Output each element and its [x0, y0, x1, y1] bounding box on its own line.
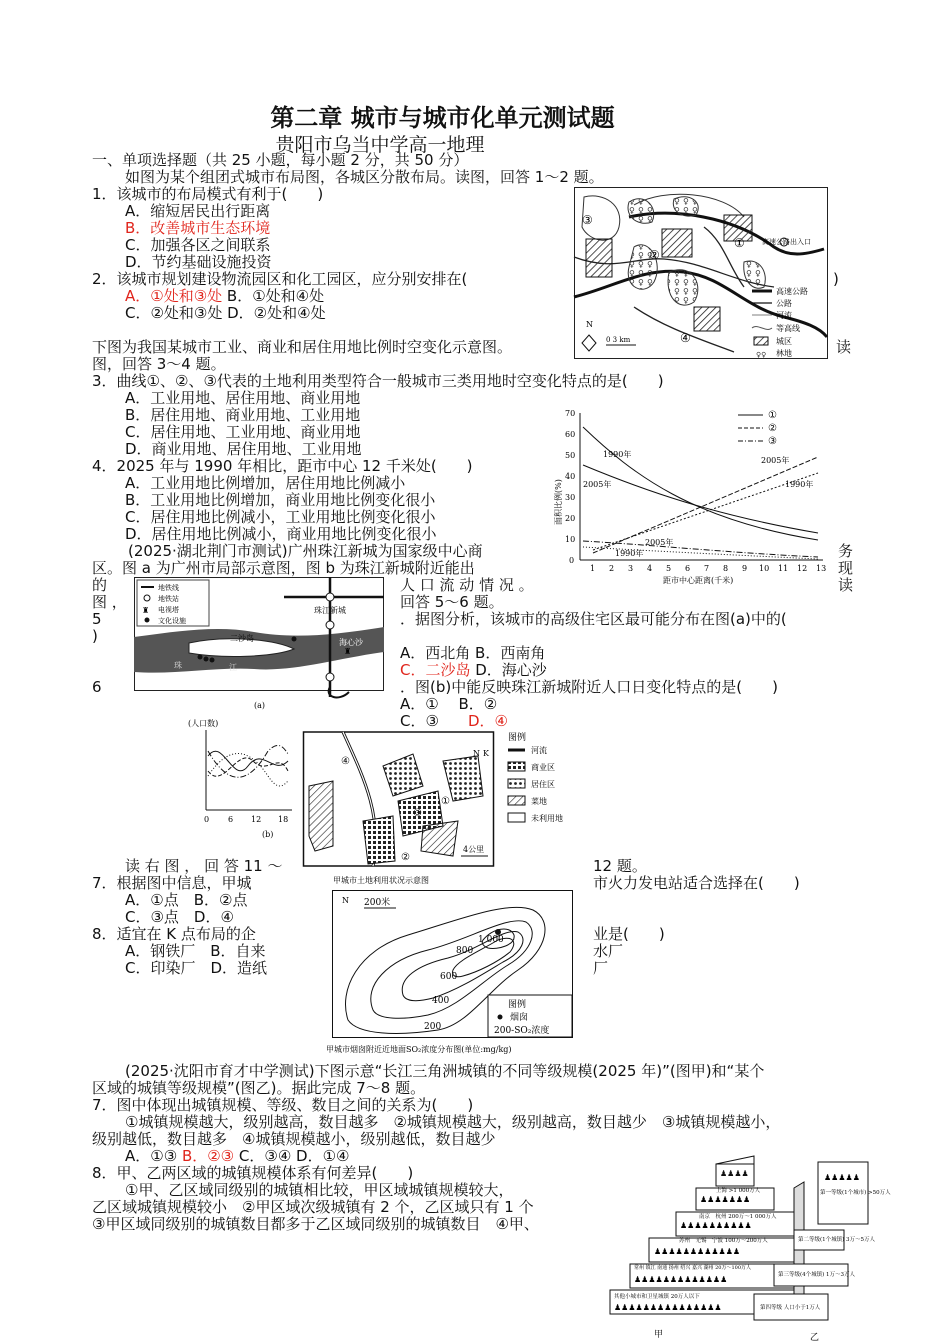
svg-text:♜: ♜ — [142, 606, 150, 615]
x-tick: 12 — [251, 815, 262, 824]
legend-river: 河流 — [531, 746, 547, 755]
figure-caption: (a) — [254, 701, 266, 710]
map-label-2: ② — [649, 248, 660, 262]
scale-label: 0 3 km — [606, 336, 631, 344]
section-heading: 一、单项选择题（共 25 小题，每小题 2 分，共 50 分） — [92, 151, 469, 169]
x-tick: 6 — [228, 815, 234, 824]
x-tick: 0 — [204, 815, 210, 824]
intro-text: 如图为某个组团式城市布局图，各城区分散布局。读图，回答 1～2 题。 — [125, 168, 604, 186]
legend-commercial: 商业区 — [531, 763, 555, 772]
svg-text:♟♟♟♟♟♟♟: ♟♟♟♟♟♟♟ — [700, 1195, 751, 1204]
legend-urban: 城区 — [776, 337, 792, 346]
option-cd: C．②处和③处 D．②处和④处 — [125, 304, 326, 322]
svg-text:♟♟♟♟: ♟♟♟♟ — [720, 1169, 749, 1178]
question-stem: 7．图中体现出城镇规模、等级、数目之间的关系为( ) — [92, 1096, 474, 1114]
option-ab — [125, 288, 324, 305]
page-subtitle: 贵阳市乌当中学高一地理 — [275, 134, 485, 156]
contour-800: 800 — [456, 946, 474, 956]
x-ticks — [590, 564, 826, 573]
y-axis-label: 面积比例(%) — [554, 479, 563, 525]
intro-text: (2025·沈阳市育才中学测试)下图示意“长江三角洲城镇的不同等级规模(2025 年)”(图甲)和“某个 — [125, 1062, 765, 1080]
k-point-label: K — [483, 749, 489, 758]
flow-curve-2 — [208, 758, 288, 776]
intro-text: 图，回答 3～4 题。 — [92, 355, 226, 373]
guangzhou-map — [134, 577, 384, 712]
year-label: 1990年 — [615, 549, 644, 558]
town-hierarchy-figure — [604, 1152, 891, 1344]
contour-600: 600 — [440, 972, 458, 982]
figure-caption-jia: 甲 — [654, 1330, 664, 1340]
yi-level-2-label: 第二等级(1个城镇) 3万～5万人 — [798, 1237, 876, 1243]
yi-level-4-label: 第四等级 人口小于1万人 — [760, 1305, 821, 1311]
question-stem: 业是( ) — [593, 925, 665, 943]
y-tick: 70 — [565, 409, 576, 418]
intro-text-tail: 读 — [836, 338, 852, 356]
label-river-zhu: 珠 — [174, 661, 182, 670]
x-tick: 5 — [666, 564, 672, 573]
option-d-answer: D．④ — [468, 712, 508, 730]
year-label: 1990年 — [785, 480, 814, 489]
year-label: 2005年 — [583, 480, 612, 489]
intro-text: 区。图 a 为广州市局部示意图，图 b 为珠江新城附近能出 — [92, 559, 475, 577]
map-label-4: ④ — [680, 331, 691, 345]
y-tick: 40 — [565, 472, 576, 481]
option-b-answer: B．②③ — [181, 1147, 235, 1165]
svg-text:♟♟♟♟♟♟♟♟♟♟♟♟♟♟♟: ♟♟♟♟♟♟♟♟♟♟♟♟♟♟♟ — [614, 1303, 722, 1312]
question-stem: 4．2025 年与 1990 年相比，距市中心 12 千米处( ) — [92, 457, 473, 475]
option-c: C．③ — [400, 712, 439, 730]
option-a-answer: A．①处和③处 — [125, 287, 223, 305]
option-a: A．缩短居民出行距离 — [125, 202, 271, 220]
svg-text:♟♟♟♟♟♟♟♟♟♟♟♟: ♟♟♟♟♟♟♟♟♟♟♟♟ — [654, 1247, 741, 1256]
figure-caption: (b) — [262, 830, 274, 839]
legend-curve-2: ② — [768, 423, 777, 434]
legend-title: 图例 — [508, 733, 527, 743]
legend-curve-1: ① — [768, 410, 777, 421]
y-tick: 30 — [565, 493, 576, 502]
year-label: 2005年 — [645, 538, 674, 547]
intro-text-tail: 读 — [838, 576, 854, 594]
y-tick: 0 — [569, 556, 575, 565]
option-cd: C．③④ D．①④ — [238, 1147, 350, 1165]
x-tick: 9 — [742, 564, 748, 573]
map-label-2: ② — [401, 852, 410, 863]
y-tick: 20 — [565, 514, 576, 523]
map-label-4: ④ — [341, 756, 350, 767]
statement-text: ①甲、乙区域同级别的城镇相比较，甲区域城镇规模较大， — [125, 1181, 514, 1199]
question-stem: 1．该城市的布局模式有利于( ) — [92, 185, 324, 203]
legend-metro-station: 地铁站 — [158, 595, 179, 603]
option-a: A．工业用地、居住用地、商业用地 — [125, 389, 361, 407]
north-label: N — [342, 896, 349, 905]
so2-concentration-map — [318, 890, 590, 1057]
option-d: D．节约基础设施投资 — [125, 253, 272, 271]
curve-1-2005 — [583, 465, 818, 533]
intro-text: 12 题。 — [593, 857, 647, 875]
svg-text:♜: ♜ — [344, 647, 352, 656]
x-tick: 10 — [759, 564, 770, 573]
legend-metro-line: 地铁线 — [158, 584, 179, 592]
figure-caption: 甲城市烟囱附近近地面SO₂浓度分布图(单位:mg/kg) — [326, 1045, 512, 1054]
x-tick: 7 — [704, 564, 710, 573]
scale-label: 4公里 — [463, 845, 485, 854]
y-tick: 10 — [565, 535, 576, 544]
intro-text-tail: 现 — [838, 559, 854, 577]
option-d: D．居住用地比例减小，商业用地比例变化很小 — [125, 525, 437, 543]
legend-chimney: 烟囱 — [510, 1013, 529, 1023]
legend-contour: 等高线 — [776, 324, 800, 333]
question-stem: 3．曲线①、②、③代表的土地利用类型符合一般城市三类用地时空变化特点的是( ) — [92, 372, 664, 390]
x-tick: 6 — [685, 564, 691, 573]
map-label-3: ③ — [413, 808, 422, 819]
legend-curve-3: ③ — [768, 436, 777, 447]
y-tick: 60 — [565, 430, 576, 439]
flow-curve-3 — [208, 754, 288, 787]
y-axis-label: (人口数) — [188, 719, 219, 728]
intro-text: 图 ， — [92, 593, 127, 611]
option-b: B．①处和④处 — [222, 287, 325, 305]
level-3-label: 苏州 无锡 宁波 100万～200万人 — [679, 1238, 768, 1244]
yi-level-3-label: 第三等级(4个城镇) 1万～3万人 — [778, 1272, 856, 1278]
label-river-jiang: 江 — [229, 663, 237, 672]
intro-text: 区域的城镇等级规模”(图乙)。据此完成 7～8 题。 — [92, 1079, 426, 1097]
population-flow-chart — [188, 716, 293, 841]
scale-label: 200米 — [364, 898, 391, 908]
x-axis-label: 距市中心距离(千米) — [663, 576, 734, 585]
svg-text:♀♀: ♀♀ — [756, 351, 767, 359]
statement-text: ①城镇规模越大，级别越高，数目越多 ②城镇规模越大，级别越高，数目越少 ③城镇规模越小， — [125, 1113, 781, 1131]
legend-vegetable: 菜地 — [531, 797, 547, 806]
map-label-1: ① — [734, 236, 745, 250]
option-a: A．工业用地比例增加，居住用地比例减小 — [125, 474, 406, 492]
intro-text: 读 右 图 ， 回 答 11 ～ — [125, 857, 283, 875]
level-1-label: 上海 >1 000万人 — [716, 1188, 761, 1194]
label-zhujiang-newtown: 珠江新城 — [314, 606, 346, 615]
option-ab: A．钢铁厂 B．自来 — [125, 942, 266, 960]
city-land-use-map — [303, 726, 593, 888]
x-tick: 18 — [278, 815, 289, 824]
svg-text:♟♟♟♟♟♟♟♟♟♟: ♟♟♟♟♟♟♟♟♟♟ — [680, 1221, 752, 1230]
x-tick: 12 — [797, 564, 808, 573]
question-stem: 7．根据图中信息，甲城 — [92, 874, 252, 892]
intro-text: 人 口 流 动 情 况 。 — [400, 576, 534, 594]
legend-title: 图例 — [508, 1000, 527, 1010]
intro-text-tail: 务 — [838, 542, 854, 560]
legend-expressway: 高速公路 — [776, 287, 808, 296]
map-label-3: ③ — [582, 213, 593, 227]
curve-2-2005 — [593, 457, 818, 553]
legend-river: 河流 — [776, 311, 792, 320]
intro-text: (2025·湖北荆门市测试)广州珠江新城为国家级中心商 — [128, 542, 483, 560]
option-d: D．商业用地、居住用地、工业用地 — [125, 440, 362, 458]
intro-text: 回答 5～6 题。 — [400, 593, 504, 611]
y-ticks — [565, 409, 575, 565]
label-ersha-island: 二沙岛 — [230, 634, 254, 643]
year-label: 1990年 — [603, 450, 632, 459]
year-label: 2005年 — [761, 456, 790, 465]
x-tick: 1 — [590, 564, 596, 573]
option-c-answer: C．二沙岛 — [400, 661, 471, 679]
level-2-label: 南京 杭州 200万～1 000万人 — [699, 1214, 777, 1220]
exit-label: 高速公路出入口 — [762, 238, 811, 246]
north-label: N — [586, 320, 593, 329]
statement-text: 级别越低，数目越多 ④城镇规模越小，级别越低，数目越少 — [92, 1130, 496, 1148]
option-b: B．工业用地比例增加，商业用地比例变化很小 — [125, 491, 436, 509]
option-d: D．海心沙 — [470, 661, 547, 679]
curve-1-1990 — [583, 427, 818, 540]
question-stem: 8．甲、乙两区域的城镇规模体系有何差异( ) — [92, 1164, 414, 1182]
contour-200: 200 — [424, 1022, 442, 1032]
x-tick: 2 — [609, 564, 615, 573]
question-number: 5 — [92, 610, 102, 628]
option-tail: 水厂 — [593, 942, 624, 960]
statement-text: 乙区域城镇规模较小 ②甲区域次级城镇有 2 个，乙区域只有 1 个 — [92, 1198, 534, 1216]
statement-text: ③甲区域同级别的城镇数目都多于乙区域同级别的城镇数目 ④甲、 — [92, 1215, 539, 1233]
legend-forest: 林地 — [776, 349, 792, 358]
legend-culture: 文化设施 — [158, 617, 186, 625]
map-label-1: ① — [441, 796, 450, 807]
x-tick: 13 — [816, 564, 827, 573]
legend-road: 公路 — [776, 299, 792, 308]
label-haixinsha: 海心沙 — [339, 638, 363, 647]
option-c: C．加强各区之间联系 — [125, 236, 271, 254]
option-c: C．居住用地、工业用地、商业用地 — [125, 423, 361, 441]
question-paren: ) — [833, 270, 839, 288]
question-stem: 市火力发电站适合选择在( ) — [593, 874, 800, 892]
option-ab: A．① B．② — [400, 695, 498, 713]
svg-text:♟♟♟♟♟♟♟♟♟♟♟♟♟: ♟♟♟♟♟♟♟♟♟♟♟♟♟ — [634, 1275, 728, 1284]
x-tick: 4 — [647, 564, 653, 573]
x-tick: 3 — [628, 564, 634, 573]
contour-400: 400 — [432, 996, 450, 1006]
intro-text: 的 — [92, 576, 108, 594]
option-tail: 厂 — [593, 959, 609, 977]
figure-caption-yi: 乙 — [810, 1333, 820, 1343]
level-4-label: 常州 镇江 南通 扬州 绍兴 嘉兴 湖州 20万～100万人 — [634, 1265, 752, 1271]
land-use-ratio-chart — [553, 405, 833, 587]
option-cd: C．印染厂 D．造纸 — [125, 959, 268, 977]
option-ab: A．①点 B．②点 — [125, 891, 248, 909]
question-stem: 2．该城市规划建设物流园区和化工园区，应分别安排在( — [92, 270, 468, 288]
option-a: A．①③ — [125, 1147, 178, 1165]
question-number: 6 — [92, 678, 102, 696]
question-stem: ．据图分析，该城市的高级住宅区最可能分布在图(a)中的( — [400, 610, 787, 628]
options-line — [125, 1148, 350, 1165]
intro-text: 下图为我国某城市工业、商业和居住用地比例时空变化示意图。 — [92, 338, 513, 356]
option-cd: C．③点 D．④ — [125, 908, 234, 926]
grouped-city-map — [574, 187, 828, 359]
question-stem: 8．适宜在 K 点布局的企 — [92, 925, 256, 943]
legend-residential: 居住区 — [531, 780, 555, 789]
option-cd — [400, 662, 547, 679]
y-tick: 50 — [565, 451, 576, 460]
option-ab: A．西北角 B．西南角 — [400, 644, 546, 662]
legend-so2: 200-SO₂浓度 — [494, 1026, 550, 1036]
svg-text:♟♟♟♟♟: ♟♟♟♟♟ — [824, 1173, 860, 1182]
question-paren: ) — [92, 627, 98, 645]
option-c: C．居住用地比例减小，工业用地比例变化很小 — [125, 508, 436, 526]
option-b-answer: B．改善城市生态环境 — [125, 219, 271, 237]
x-tick: 11 — [778, 564, 789, 573]
x-tick: 8 — [723, 564, 729, 573]
legend-unused: 未利用地 — [531, 814, 563, 823]
contour-1000: 1 000 — [478, 935, 504, 945]
yi-level-1-label: 第一等级(1个城市) >50万人 — [820, 1190, 891, 1196]
level-5-label: 其他小城市和卫星城镇 20万人以下 — [614, 1294, 700, 1300]
question-stem: ．图(b)中能反映珠江新城附近人口日变化特点的是( ) — [400, 678, 778, 696]
option-b: B．居住用地、商业用地、工业用地 — [125, 406, 361, 424]
north-label: N — [473, 749, 480, 758]
figure-caption: 甲城市土地利用状况示意图 — [333, 876, 429, 885]
page-title: 第二章 城市与城市化单元测试题 — [270, 104, 615, 132]
legend-tv-tower: 电视塔 — [158, 606, 179, 614]
